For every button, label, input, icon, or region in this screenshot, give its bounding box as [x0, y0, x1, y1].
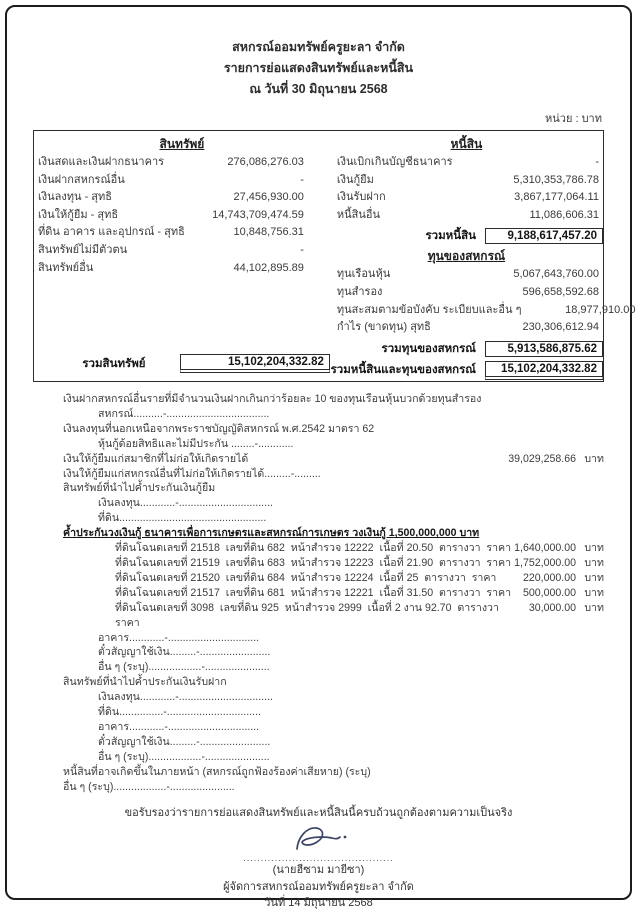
assets-column [34, 135, 330, 373]
note-line [33, 705, 604, 720]
liabilities-total-label: รวมหนี้สิน [425, 230, 476, 243]
note-amount-unit [576, 481, 604, 496]
note-amount-unit: บาท [584, 601, 604, 614]
liability-value: 5,310,353,786.78 [513, 173, 599, 186]
note-text: ตั๋วสัญญาใช้เงิน.........-........................ [98, 646, 271, 659]
note-text: เงินลงทุน............-................................ [98, 497, 273, 510]
note-amount-unit [576, 467, 604, 482]
assets-header: สินทรัพย์ [159, 137, 205, 151]
equity-label: ทุนสำรอง [336, 285, 383, 298]
liability-row [330, 207, 603, 225]
note-line [33, 407, 604, 422]
equity-header: ทุนของสหกรณ์ [427, 249, 506, 264]
asset-value: 27,456,930.00 [233, 191, 304, 204]
note-dotted-fill [270, 750, 576, 765]
note-text: เงินให้กู้ยืมแก่สมาชิกที่ไม่ก่อให้เกิดรายได้ [63, 452, 249, 465]
asset-label: เงินให้กู้ยืม - สุทธิ [38, 208, 119, 221]
note-amount: 500,000.00 [522, 586, 576, 599]
note-text: ที่ดิน...............-................................ [98, 706, 261, 719]
equity-label: ทุนสะสมตามข้อบังคับ ระเบียบและอื่น ๆ [336, 303, 522, 316]
note-amount-unit [576, 750, 604, 765]
note-text: สหกรณ์..........-................................... [98, 407, 270, 420]
document-header [33, 37, 604, 100]
equity-total-value: 5,913,586,875.62 [485, 341, 603, 357]
note-line [33, 750, 604, 765]
liability-value: 3,867,177,064.11 [514, 191, 599, 204]
note-dotted-fill [481, 392, 576, 407]
note-amount-unit [576, 720, 604, 735]
assets-spacer [34, 277, 330, 351]
note-text: หนี้สินที่อาจเกิดขึ้นในภายหน้า (สหกรณ์ถูกฟ้องร้องค่าเสียหาย) (ระบุ) [63, 765, 371, 778]
note-amount-unit [576, 705, 604, 720]
equity-label: กำไร (ขาดทุน) สุทธิ [336, 321, 431, 334]
note-line [33, 481, 604, 496]
note-line [33, 631, 604, 646]
asset-label: เงินฝากสหกรณ์อื่น [38, 173, 125, 186]
note-amount-unit [576, 407, 604, 422]
note-line [33, 571, 604, 586]
grand-total-row [330, 361, 603, 380]
note-text: อื่น ๆ (ระบุ)..................-...................... [98, 661, 270, 674]
note-line [33, 526, 604, 541]
balance-sheet-table [33, 130, 636, 382]
note-line [33, 675, 604, 690]
note-amount: 30,000.00 [528, 601, 577, 614]
note-line [33, 556, 604, 571]
note-text: สินทรัพย์ที่นำไปค้ำประกันเงินรับฝาก [63, 676, 227, 689]
note-text: เงินลงทุน............-................................ [98, 691, 273, 704]
signature-line: ........................................... [243, 853, 394, 864]
note-text: ค้ำประกันวงเงินกู้ ธนาคารเพื่อการเกษตรและสหกรณ์การเกษตร วงเงินกู้ 1,500,000,000 บาท [63, 527, 480, 540]
note-line [33, 422, 604, 437]
note-amount-unit [576, 735, 604, 750]
equity-value: 230,306,612.94 [522, 321, 599, 334]
notes-section [33, 392, 604, 794]
note-dotted-fill [259, 720, 576, 735]
note-amount-unit [576, 645, 604, 660]
asset-row [34, 260, 330, 278]
asset-value: - [300, 173, 304, 186]
note-amount: 220,000.00 [522, 571, 576, 584]
asset-value: - [300, 243, 304, 256]
asset-row [34, 154, 330, 172]
note-amount-unit: บาท [584, 452, 604, 465]
grand-total-label: รวมหนี้สินและทุนของสหกรณ์ [330, 364, 476, 377]
note-dotted-fill [321, 467, 576, 482]
document-border [5, 5, 636, 910]
note-line [33, 645, 604, 660]
certification-statement: ขอรับรองว่ารายการย่อแสดงสินทรัพย์และหนี้สินนี้ครบถ้วนถูกต้องตามความเป็นจริง [124, 807, 513, 820]
note-amount-unit [576, 526, 604, 541]
note-line [33, 660, 604, 675]
liability-value: 11,086,606.31 [529, 208, 599, 221]
note-dotted-fill [496, 571, 523, 586]
note-text: เงินลงทุนที่นอกเหนือจากพระราชบัญญัติสหกรณ์ พ.ศ.2542 มาตรา 62 [63, 422, 375, 435]
note-dotted-fill [269, 407, 576, 422]
liability-row [330, 172, 603, 190]
liability-label: หนี้สินอื่น [336, 208, 381, 221]
unit-label: หน่วย : บาท [545, 113, 602, 125]
note-dotted-fill [248, 452, 508, 467]
asset-label: สินทรัพย์อื่น [38, 261, 94, 274]
note-amount-unit [576, 496, 604, 511]
note-line [33, 601, 604, 631]
note-line [33, 496, 604, 511]
note-amount-unit: บาท [584, 586, 604, 599]
statement-date: ณ วันที่ 30 มิถุนายน 2568 [249, 82, 388, 96]
asset-row [34, 242, 330, 260]
note-amount-unit [576, 392, 604, 407]
liability-row [330, 154, 603, 172]
signer-title: ผู้จัดการสหกรณ์ออมทรัพย์ครูยะลา จำกัด [223, 880, 414, 893]
note-dotted-fill [266, 511, 576, 526]
liability-row [330, 189, 603, 207]
equity-row [330, 266, 603, 284]
note-dotted-fill [215, 481, 576, 496]
note-dotted-fill [270, 645, 576, 660]
note-text: อาคาร............-............................... [98, 631, 260, 644]
note-amount-unit [576, 765, 604, 780]
note-text: หุ้นกู้ด้อยสิทธิและไม่มีประกัน ........-............ [98, 437, 294, 450]
note-amount-unit [576, 780, 604, 795]
note-line [33, 467, 604, 482]
note-line [33, 511, 604, 526]
assets-total-value: 15,102,204,332.82 [180, 354, 330, 373]
asset-value: 10,848,756.31 [233, 226, 304, 239]
note-line [33, 586, 604, 601]
note-amount: 1,752,000.00 [514, 556, 576, 569]
note-text: เงินให้กู้ยืมแก่สหกรณ์อื่นที่ไม่ก่อให้เกิดรายได้.........-......... [63, 467, 321, 480]
note-text: อื่น ๆ (ระบุ)..................-...................... [63, 780, 235, 793]
signature-block [33, 823, 604, 912]
asset-row [34, 207, 330, 225]
note-line [33, 765, 604, 780]
liability-label: เงินรับฝาก [336, 191, 386, 204]
note-dotted-fill [293, 437, 576, 452]
equity-value: 596,658,592.68 [522, 285, 599, 298]
equity-label: ทุนเรือนหุ้น [336, 268, 391, 281]
equity-value: 5,067,643,760.00 [513, 268, 599, 281]
asset-row [34, 224, 330, 242]
note-text: ที่ดินโฉนดเลขที่ 21519 เลขที่ดิน 683 หน้าสำรวจ 12223 เนื้อที่ 21.90 ตารางวา ราคา [115, 556, 512, 569]
signed-date: วันที่ 14 มิถุนายน 2568 [264, 897, 373, 910]
note-amount-unit [576, 437, 604, 452]
note-dotted-fill [270, 660, 576, 675]
asset-row [34, 172, 330, 190]
note-line [33, 720, 604, 735]
asset-label: ที่ดิน อาคาร และอุปกรณ์ - สุทธิ [38, 226, 185, 239]
note-amount: 1,640,000.00 [514, 542, 576, 555]
note-dotted-fill [235, 780, 576, 795]
note-amount-unit [576, 422, 604, 437]
note-text: ที่ดินโฉนดเลขที่ 21518 เลขที่ดิน 682 หน้าสำรวจ 12222 เนื้อที่ 20.50 ตารางวา ราคา [115, 542, 512, 555]
liability-label: เงินกู้ยืม [336, 173, 374, 186]
assets-total-row [34, 354, 330, 373]
note-dotted-fill [273, 690, 576, 705]
note-text: ที่ดิน.................................................. [98, 512, 267, 525]
equity-row [330, 302, 636, 320]
note-dotted-fill [273, 496, 576, 511]
document-page [7, 7, 636, 912]
equity-total-row [330, 340, 603, 358]
org-name: สหกรณ์ออมทรัพย์ครูยะลา จำกัด [232, 40, 405, 54]
asset-value: 14,743,709,474.59 [212, 208, 304, 221]
liability-label: เงินเบิกเกินบัญชีธนาคาร [336, 156, 453, 168]
assets-total-label: รวมสินทรัพย์ [82, 357, 146, 370]
note-amount: 39,029,258.66 [508, 452, 576, 465]
liabilities-equity-column [330, 135, 636, 377]
liabilities-total-value: 9,188,617,457.20 [485, 228, 603, 244]
note-line [33, 735, 604, 750]
asset-row [34, 189, 330, 207]
note-dotted-fill [479, 526, 576, 541]
note-text: ที่ดินโฉนดเลขที่ 3098 เลขที่ดิน 925 หน้าสำรวจ 2999 เนื้อที่ 2 งาน 92.70 ตารางวา ราคา [115, 601, 505, 629]
equity-row [330, 284, 603, 302]
note-line [33, 437, 604, 452]
note-dotted-fill [270, 735, 576, 750]
liabilities-header: หนี้สิน [450, 137, 483, 151]
grand-total-value: 15,102,204,332.82 [485, 361, 603, 380]
note-line [33, 392, 604, 407]
note-text: ตั๋วสัญญาใช้เงิน.........-........................ [98, 735, 271, 748]
liability-value: - [595, 156, 599, 168]
note-amount-unit [576, 690, 604, 705]
note-line [33, 690, 604, 705]
note-amount-unit [576, 631, 604, 646]
note-dotted-fill [374, 422, 576, 437]
note-text: ที่ดินโฉนดเลขที่ 21517 เลขที่ดิน 681 หน้าสำรวจ 12221 เนื้อที่ 31.50 ตารางวา ราคา [115, 586, 512, 599]
asset-label: สินทรัพย์ไม่มีตัวตน [38, 243, 128, 256]
note-amount-unit: บาท [584, 542, 604, 555]
equity-row [330, 319, 603, 337]
note-dotted-fill [227, 675, 576, 690]
note-line [33, 780, 604, 795]
note-dotted-fill [259, 631, 576, 646]
note-amount-unit: บาท [584, 571, 604, 584]
asset-value: 276,086,276.03 [227, 156, 304, 168]
note-amount-unit [576, 675, 604, 690]
note-text: สินทรัพย์ที่นำไปค้ำประกันเงินกู้ยืม [63, 482, 216, 495]
note-amount-unit [576, 660, 604, 675]
asset-value: 44,102,895.89 [233, 261, 304, 274]
signature-icon [287, 823, 351, 855]
equity-value: 18,977,910.00 [565, 303, 636, 316]
note-amount-unit: บาท [584, 556, 604, 569]
equity-total-label: รวมทุนของสหกรณ์ [381, 342, 476, 355]
note-dotted-fill [261, 705, 576, 720]
asset-label: เงินสดและเงินฝากธนาคาร [38, 156, 165, 168]
note-amount-unit [576, 511, 604, 526]
liabilities-total-row [330, 227, 603, 245]
note-text: ที่ดินโฉนดเลขที่ 21520 เลขที่ดิน 684 หน้าสำรวจ 12224 เนื้อที่ 25 ตารางวา ราคา [115, 571, 497, 584]
note-dotted-fill [511, 586, 523, 601]
statement-title: รายการย่อแสดงสินทรัพย์และหนี้สิน [223, 61, 414, 75]
signer-name: (นายฮีซาม มายีซา) [272, 864, 365, 877]
asset-label: เงินลงทุน - สุทธิ [38, 191, 112, 204]
note-dotted-fill [371, 765, 576, 780]
note-text: เงินฝากสหกรณ์อื่นรายที่มีจำนวนเงินฝากเกินกว่าร้อยละ 10 ของทุนเรือนหุ้นบวกด้วยทุนสำรอง [63, 393, 482, 405]
note-text: อื่น ๆ (ระบุ)..................-...................... [98, 750, 270, 763]
note-line [33, 452, 604, 467]
note-line [33, 541, 604, 556]
note-text: อาคาร............-............................... [98, 720, 260, 733]
